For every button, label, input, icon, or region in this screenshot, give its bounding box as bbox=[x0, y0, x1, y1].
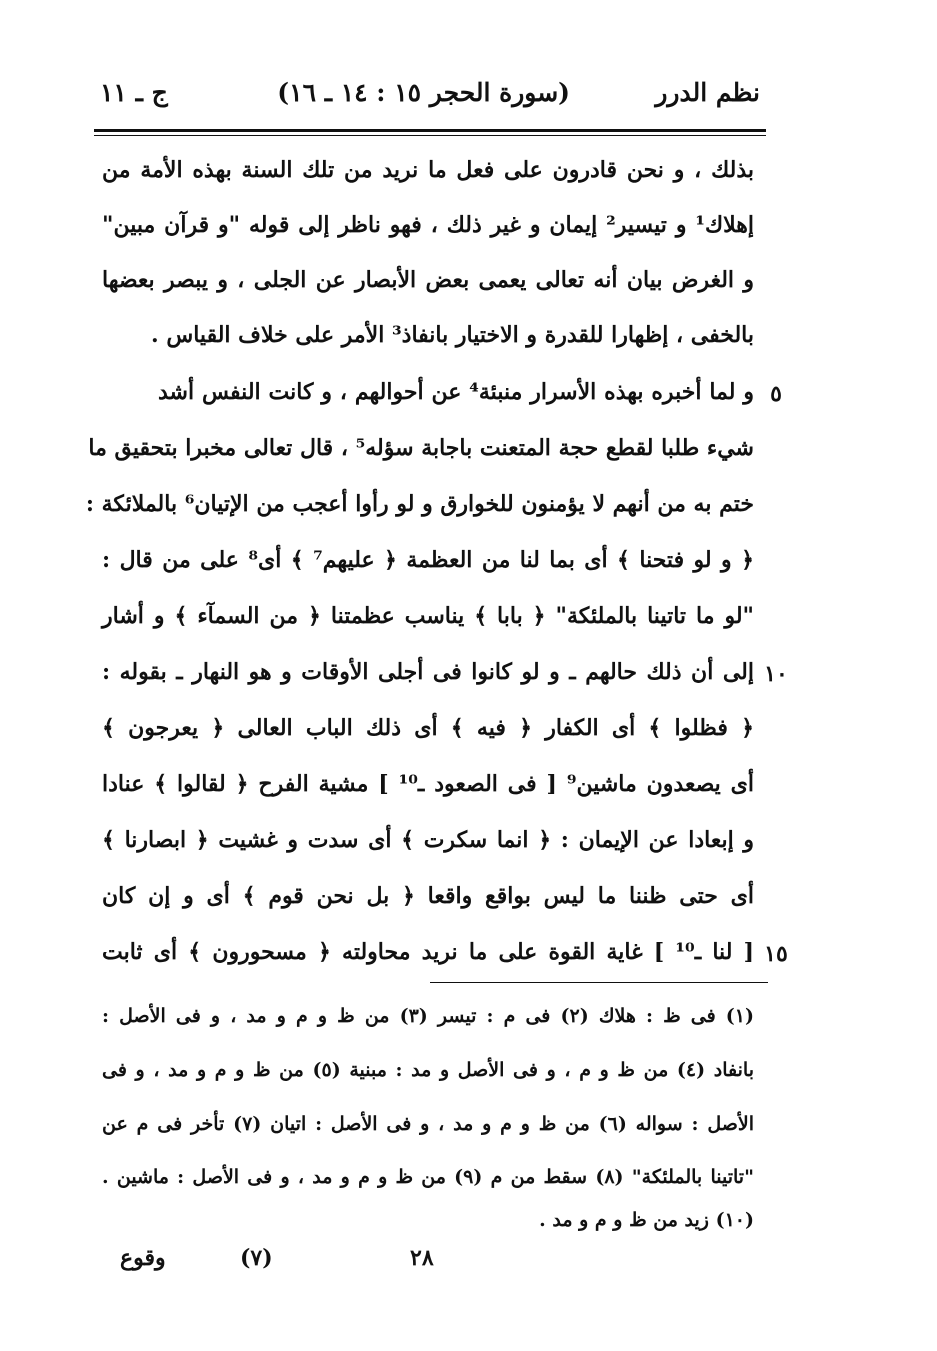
line-number: ٥ bbox=[770, 381, 782, 407]
footnote-line: "تاتينا بالملئكة" (٨) سقط من م (٩) من ظ و م و مد ، و فى الأصل : ماشين . bbox=[102, 1166, 754, 1188]
footnote-line: (١) فى ظ : هلاك (٢) فى م : تيسر (٣) من ظ و م و مد ، و فى الأصل : bbox=[102, 1005, 754, 1027]
header-rule-thin bbox=[94, 135, 766, 136]
body-line: و الغرض بيان أنه تعالى يعمى بعض الأبصار عن الجلى ، و يبصر بعضها bbox=[102, 267, 754, 293]
body-line: بذلك ، و نحن قادرون على فعل ما نريد من تلك السنة بهذه الأمة من bbox=[102, 157, 754, 183]
body-line: أى يصعدون ماشين⁹ [ فى الصعود ـ¹⁰ ] مشية الفرح ﴿ لقالوا ﴾ عنادا bbox=[102, 771, 755, 797]
body-line: و إبعادا عن الإيمان : ﴿ انما سكرت ﴾ أى سدت و غشيت ﴿ ابصارنا ﴾ bbox=[102, 827, 754, 853]
body-line: بالخفى ، إظهارا للقدرة و الاختيار بانفاذ³ الأمر على خلاف القياس . bbox=[151, 322, 754, 348]
volume-number: ج ـ ١١ bbox=[100, 78, 168, 107]
footnote-line: (١٠) زيد من ظ و م و مد . bbox=[539, 1209, 754, 1231]
body-line: شيء طلبا لقطع حجة المتعنت باجابة سؤله⁵ ، قال تعالى مخبرا بتحقيق ما bbox=[88, 435, 754, 461]
header-rule-thick bbox=[94, 129, 766, 132]
footnote-line: بانفاد (٤) من ظ و م ، و فى الأصل و مد : مبنية (٥) من ظ و م و مد ، و فى bbox=[102, 1059, 754, 1081]
body-line: أى حتى ظننا ما ليس بواقع واقعا ﴿ بل نحن قوم ﴾ أى و إن كان bbox=[102, 883, 754, 909]
signature-mark: (٧) bbox=[240, 1245, 273, 1271]
body-line: "لو ما تاتينا بالملئكة" ﴿ بابا ﴾ يناسب عظمتنا ﴿ من السمآء ﴾ و أشار bbox=[102, 603, 754, 629]
footnote-line: الأصل : سواله (٦) من ظ و م و مد ، و فى الأصل : اتيان (٧) تأخر فى م عن bbox=[102, 1113, 754, 1135]
body-line: ختم به من أنهم لا يؤمنون للخوارق و لو رأوا أعجب من الإتيان⁶ بالملائكة : bbox=[85, 491, 754, 517]
body-line: ﴿ و لو فتحنا ﴾ أى بما لنا من العظمة ﴿ عليهم⁷ ﴾ أى⁸ على من قال : bbox=[102, 547, 754, 573]
catchword: وقوع bbox=[120, 1245, 166, 1271]
book-title: نظم الدرر bbox=[655, 78, 760, 107]
line-number: ١٠ bbox=[764, 661, 788, 687]
body-line: [ لنا ـ¹⁰ ] غاية القوة على ما نريد محاولته ﴿ مسحورون ﴾ أى ثابت bbox=[102, 939, 754, 965]
body-line: إهلاك¹ و تيسير² إيمان و غير ذلك ، فهو ناظر إلى قوله "و قرآن مبين" bbox=[102, 212, 754, 238]
running-header bbox=[100, 78, 760, 122]
footnote-separator bbox=[430, 982, 768, 983]
body-line: ﴿ فظلوا ﴾ أى الكفار ﴿ فيه ﴾ أى ذلك الباب العالى ﴿ يعرجون ﴾ bbox=[102, 715, 754, 741]
page-number: ٢٨ bbox=[410, 1245, 434, 1271]
line-number: ١٥ bbox=[764, 941, 788, 967]
surah-reference: (سورة الحجر ١٥ : ١٤ ـ ١٦) bbox=[277, 78, 570, 107]
body-line: و لما أخبره بهذه الأسرار منبئة⁴ عن أحوالهم ، و كانت النفس أشد bbox=[158, 379, 754, 405]
body-line: إلى أن ذلك حالهم ـ و لو كانوا فى أجلى الأوقات و هو النهار ـ بقوله : bbox=[102, 659, 754, 685]
